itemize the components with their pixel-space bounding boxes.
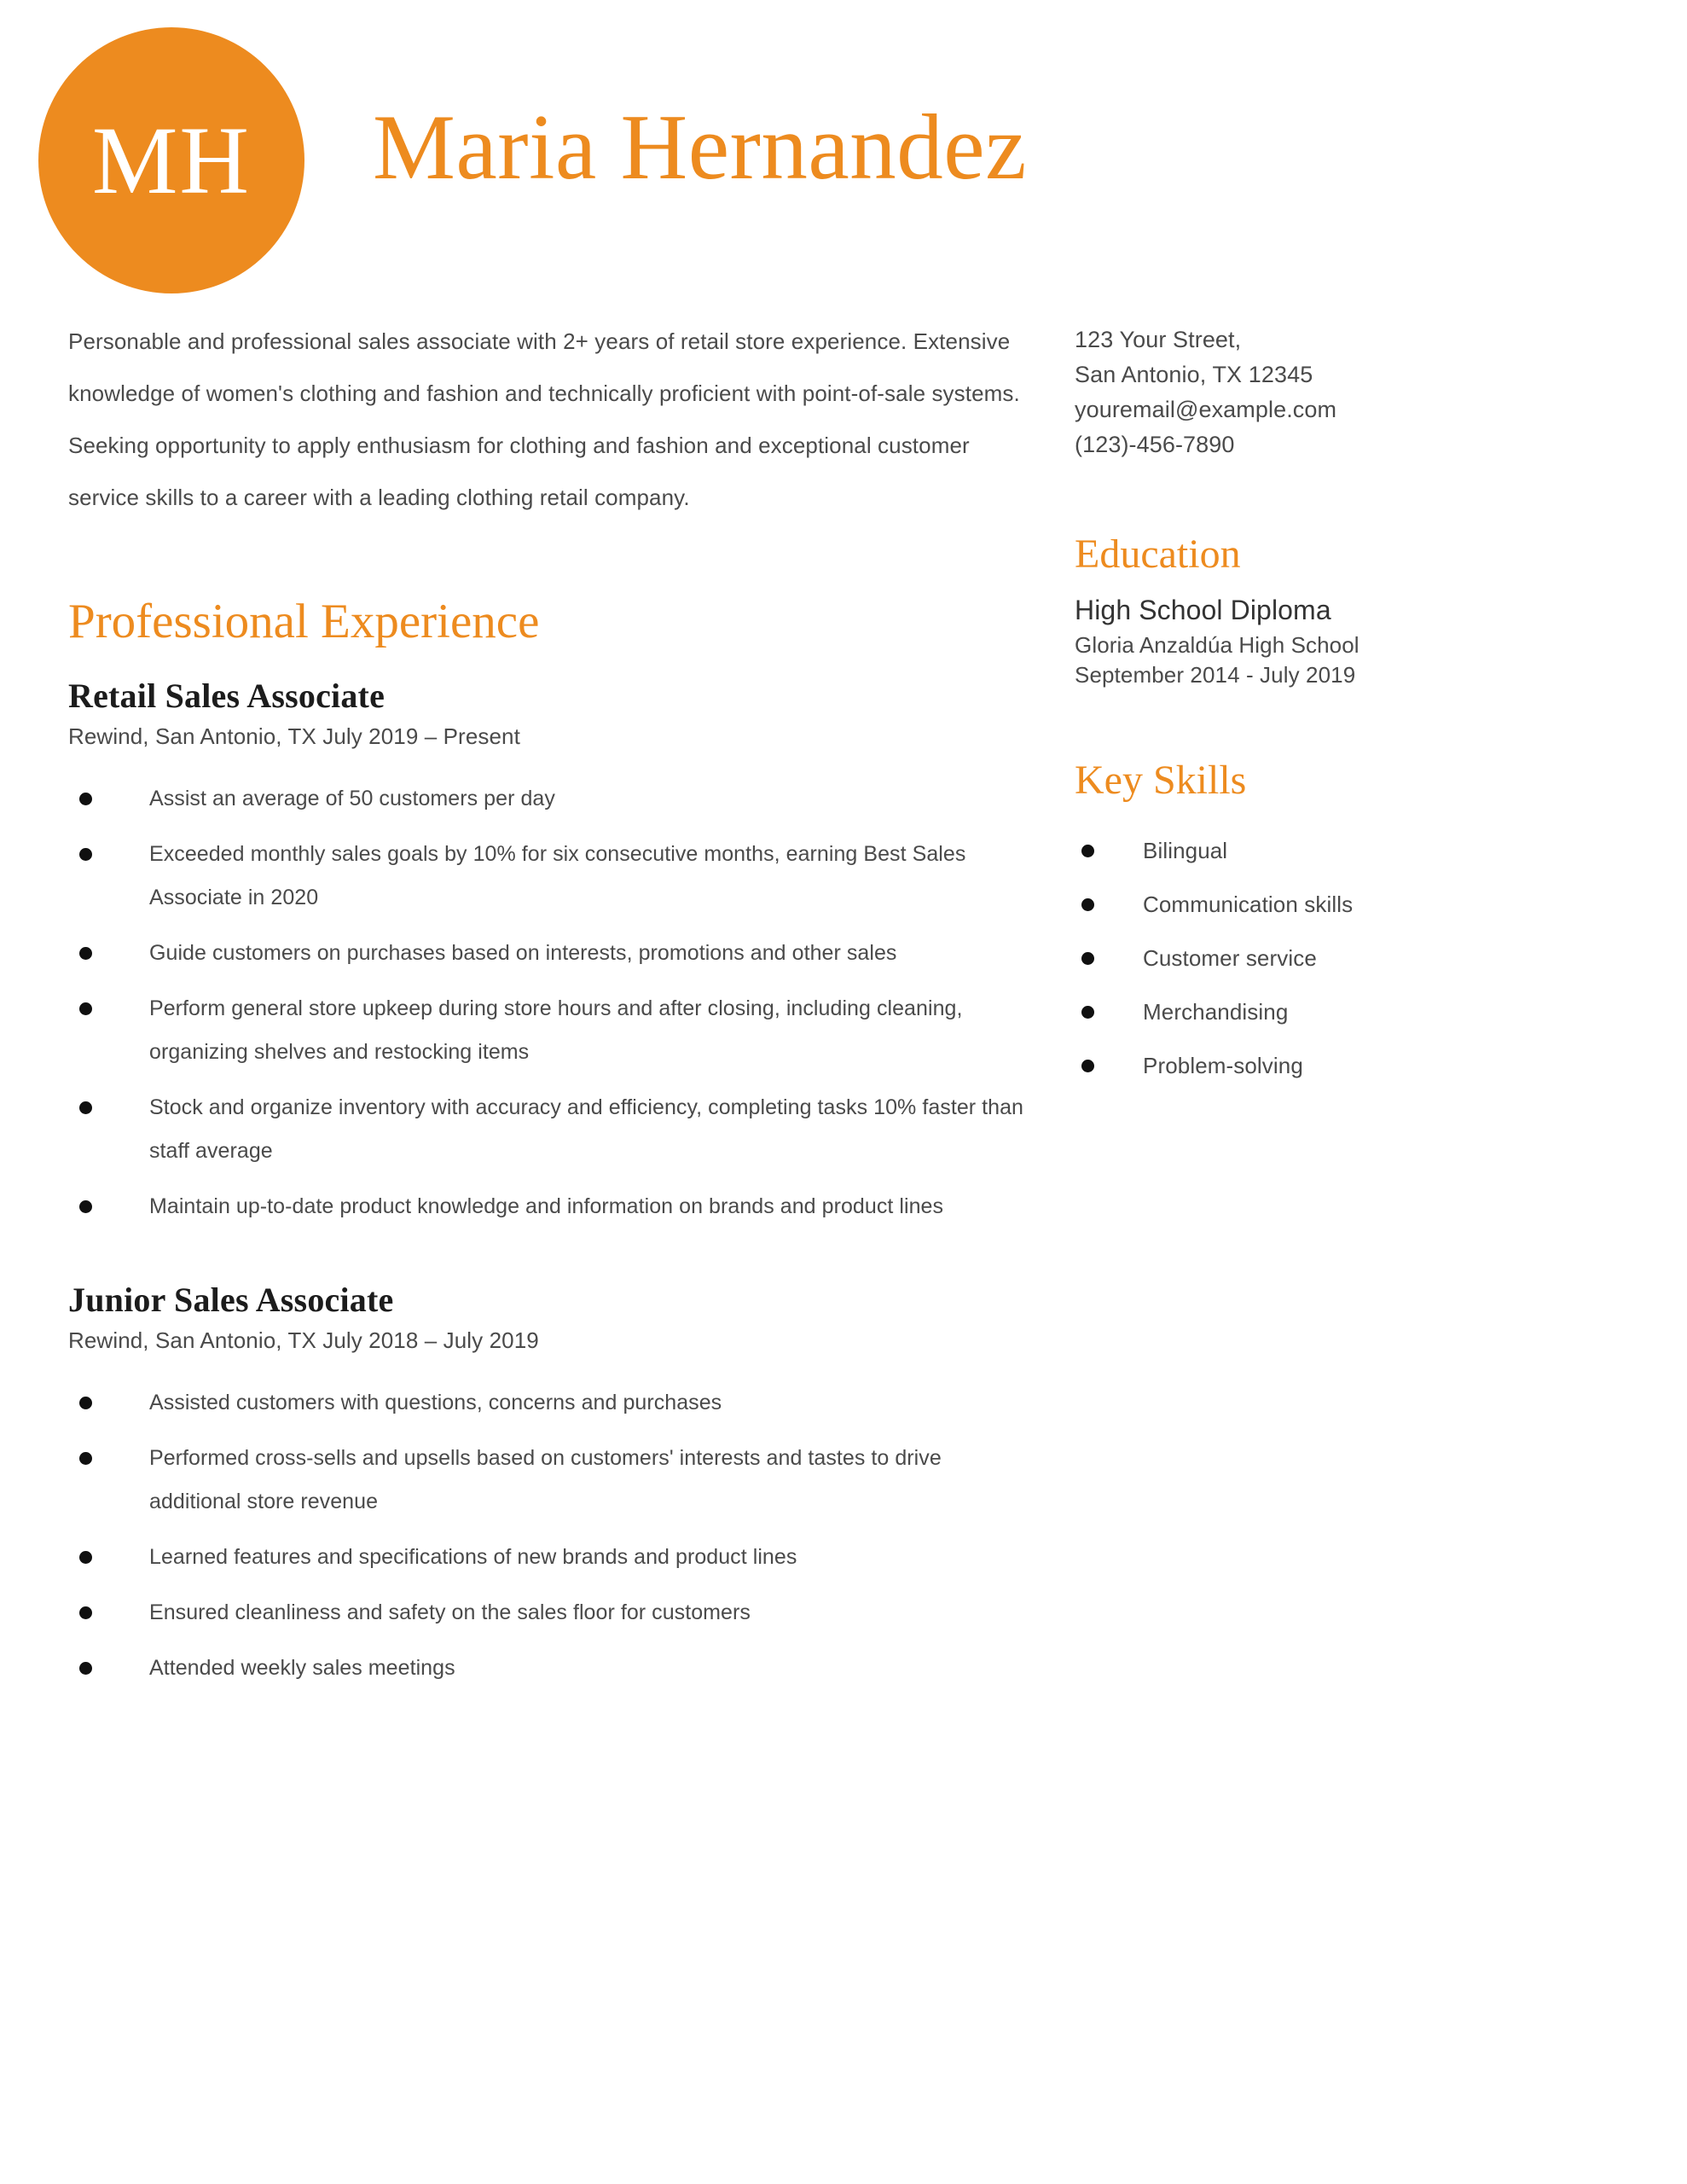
list-item: Ensured cleanliness and safety on the sales floor for customers xyxy=(68,1591,1032,1635)
contact-block xyxy=(1075,322,1620,462)
list-item: Stock and organize inventory with accuracy and efficiency, completing tasks 10% faster than staff average xyxy=(68,1086,1032,1173)
job-entry-junior-sales-associate xyxy=(68,1280,1032,1690)
list-item: Performed cross-sells and upsells based on customers' interests and tastes to drive additional store revenue xyxy=(68,1437,1032,1524)
education-degree: High School Diploma xyxy=(1075,595,1331,626)
contact-email: youremail@example.com xyxy=(1075,397,1337,422)
page-title: Maria Hernandez xyxy=(373,96,1028,199)
list-item: Bilingual xyxy=(1075,824,1620,878)
job-bullet-list xyxy=(68,1381,1032,1690)
section-heading-education: Education xyxy=(1075,531,1241,577)
contact-phone: (123)-456-7890 xyxy=(1075,432,1235,457)
list-item: Customer service xyxy=(1075,932,1620,985)
skills-list xyxy=(1075,824,1620,1093)
list-item: Assist an average of 50 customers per day xyxy=(68,777,1032,821)
name-container xyxy=(373,96,1028,199)
sidebar-column xyxy=(1032,316,1620,1093)
resume-body xyxy=(0,316,1687,1702)
list-item: Exceeded monthly sales goals by 10% for six consecutive months, earning Best Sales Associate in 2020 xyxy=(68,833,1032,920)
job-meta: Rewind, San Antonio, TX July 2019 – Present xyxy=(68,723,520,749)
education-school: Gloria Anzaldúa High School xyxy=(1075,631,1359,658)
contact-street: 123 Your Street, xyxy=(1075,327,1242,352)
monogram-initials: MH xyxy=(91,107,252,214)
job-title: Retail Sales Associate xyxy=(68,676,386,715)
list-item: Learned features and specifications of new brands and product lines xyxy=(68,1536,1032,1579)
job-title: Junior Sales Associate xyxy=(68,1280,394,1319)
list-item: Attended weekly sales meetings xyxy=(68,1647,1032,1690)
contact-city-state-zip: San Antonio, TX 12345 xyxy=(1075,362,1313,387)
list-item: Assisted customers with questions, concerns and purchases xyxy=(68,1381,1032,1425)
job-bullet-list xyxy=(68,777,1032,1228)
list-item: Maintain up-to-date product knowledge and information on brands and product lines xyxy=(68,1185,1032,1228)
resume-header xyxy=(0,0,1687,316)
section-heading-key-skills: Key Skills xyxy=(1075,757,1247,803)
list-item: Guide customers on purchases based on interests, promotions and other sales xyxy=(68,932,1032,975)
list-item: Perform general store upkeep during store hours and after closing, including cleaning, organizing shelves and restocking items xyxy=(68,987,1032,1074)
list-item: Problem-solving xyxy=(1075,1039,1620,1093)
monogram-avatar xyxy=(38,27,304,293)
list-item: Communication skills xyxy=(1075,878,1620,932)
professional-summary: Personable and professional sales associate with 2+ years of retail store experience. Extensive knowledge of women's clothing and fashion and technically proficient with point-of-sale systems. Seeking opportunity to apply enthusiasm for clothing and fashion and exceptional customer service skills to a career with a leading clothing retail company. xyxy=(68,328,1020,510)
education-dates: September 2014 - July 2019 xyxy=(1075,661,1356,688)
list-item: Merchandising xyxy=(1075,985,1620,1039)
main-column xyxy=(0,316,1032,1702)
job-meta: Rewind, San Antonio, TX July 2018 – July 2019 xyxy=(68,1327,539,1353)
section-heading-experience: Professional Experience xyxy=(68,595,540,648)
job-entry-retail-sales-associate xyxy=(68,676,1032,1228)
